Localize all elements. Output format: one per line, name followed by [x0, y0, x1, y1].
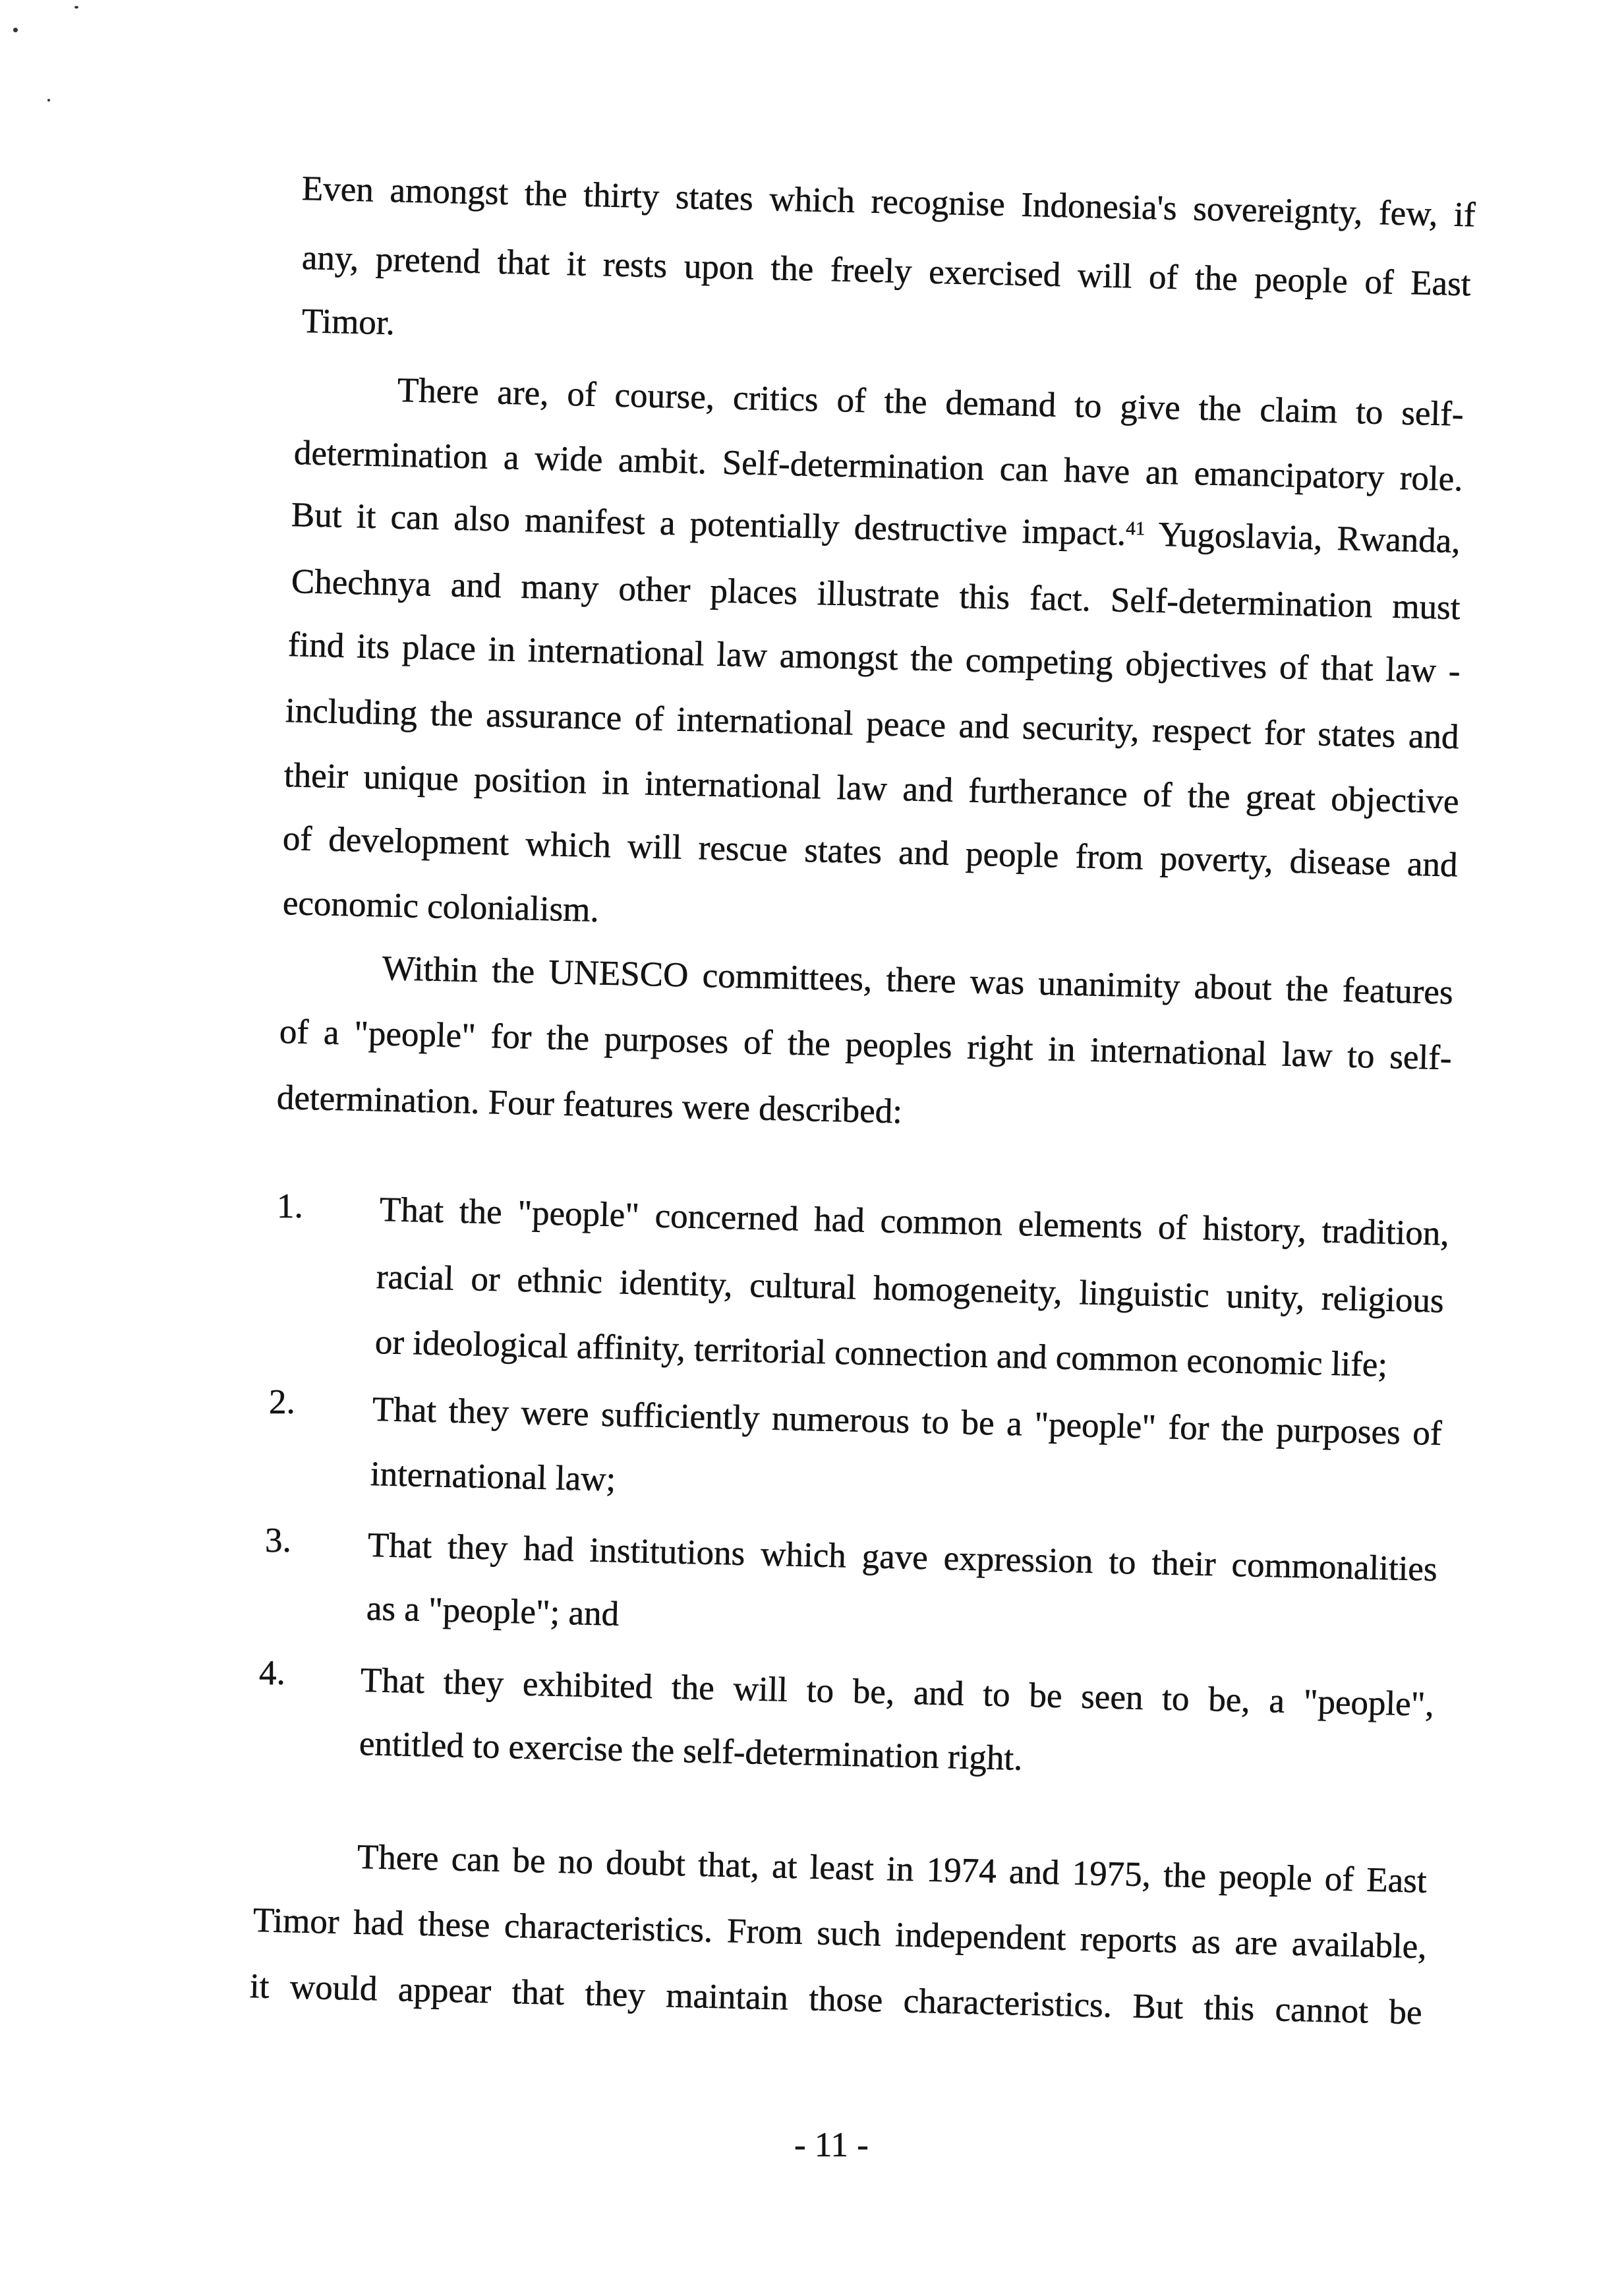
body-text-line: determination a wide ambit. Self-determination can have an emancipatory role. — [293, 434, 1464, 499]
list-item-line: racial or ethnic identity, cultural homogeneity, linguistic unity, religious — [376, 1258, 1445, 1320]
list-item-line: That they had institutions which gave expression to their commonalities — [367, 1526, 1438, 1589]
body-text-line: their unique position in international law and furtherance of the great objective — [283, 756, 1460, 821]
body-text-line: Timor had these characteristics. From such independent reports as are available, — [252, 1901, 1428, 1966]
list-item-line: That they were sufficiently numerous to be a "people" for the purposes of — [372, 1390, 1443, 1453]
body-text-line — [291, 495, 1461, 561]
footnote-reference: 41 — [1125, 517, 1146, 540]
body-text-line: economic colonialism. — [282, 884, 600, 929]
body-text-line: of a "people" for the purposes of the peoples right in international law to self- — [279, 1013, 1453, 1078]
body-text-line: determination. Four features were described: — [276, 1078, 903, 1131]
list-item-line: or ideological affinity, territorial connection and common economic life; — [374, 1323, 1388, 1384]
body-text-line: it would appear that they maintain those characteristics. But this cannot be — [249, 1967, 1423, 2032]
line-text: But it can also manifest a potentially destructive impact. — [291, 496, 1126, 553]
scan-speck — [74, 6, 78, 9]
body-text-line: There can be no doubt that, at least in 1974 and 1975, the people of East — [357, 1838, 1428, 1900]
body-text-line: find its place in international law amongst the competing objectives of that law - — [287, 626, 1461, 691]
scan-speck — [47, 99, 50, 102]
body-text-line: Timor. — [301, 302, 395, 343]
body-text-line: any, pretend that it rests upon the freely exercised will of the people of East — [301, 239, 1472, 304]
scan-speck — [13, 28, 18, 32]
list-item-line: entitled to exercise the self-determination right. — [359, 1724, 1024, 1778]
body-text-line: There are, of course, critics of the demand to give the claim to self- — [397, 371, 1464, 434]
list-item-line: That the "people" concerned had common elements of history, tradition, — [379, 1191, 1450, 1253]
body-text-line: including the assurance of international peace and security, respect for states and — [285, 691, 1460, 757]
list-item-line: as a "people"; and — [366, 1589, 620, 1633]
body-text-line: Chechnya and many other places illustrate this fact. Self-determination must — [291, 562, 1461, 628]
list-item-line: international law; — [370, 1455, 616, 1499]
list-number: 3. — [265, 1521, 291, 1560]
list-number: 1. — [277, 1187, 303, 1225]
line-text: Yugoslavia, Rwanda, — [1157, 515, 1461, 561]
body-text-line: Even amongst the thirty states which recognise Indonesia's sovereignty, few, if — [301, 169, 1476, 235]
list-number: 2. — [269, 1383, 295, 1421]
list-item-line: That they exhibited the will to be, and to be seen to be, a "people", — [360, 1661, 1435, 1724]
body-text-line: of development which will rescue states and people from poverty, disease and — [282, 819, 1459, 885]
list-number: 4. — [259, 1654, 285, 1692]
page-number: - 11 - — [794, 2126, 869, 2164]
body-text-line: Within the UNESCO committees, there was unanimity about the features — [382, 949, 1454, 1012]
